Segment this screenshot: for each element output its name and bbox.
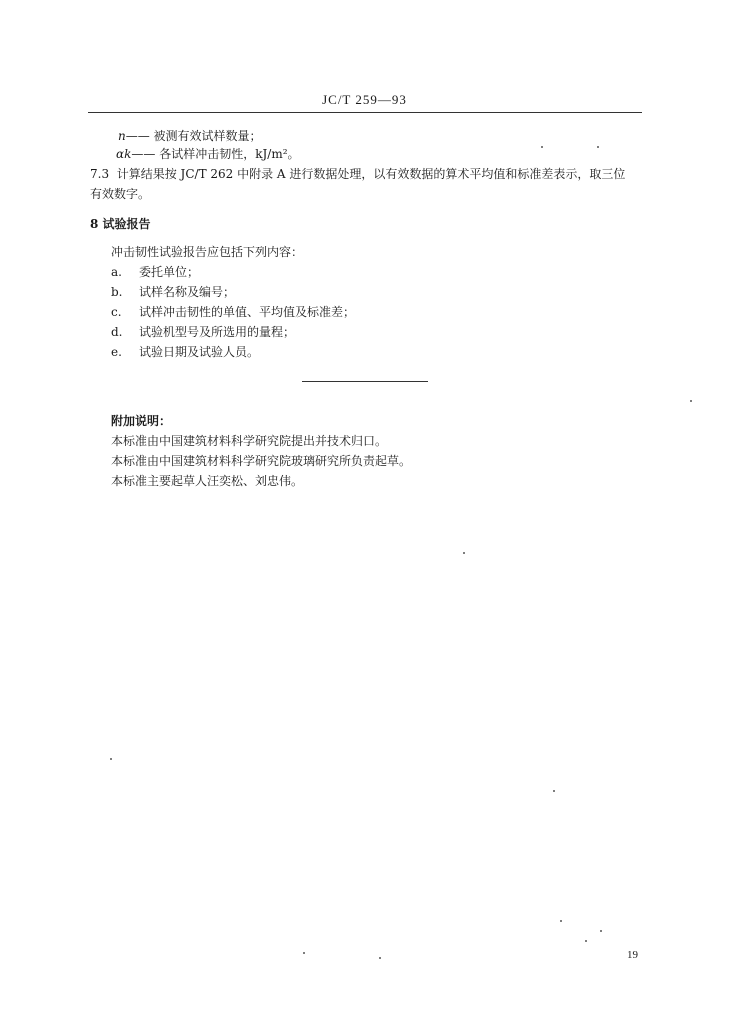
list-item-text: 试验日期及试验人员。 <box>139 345 260 359</box>
standard-code-header: JC/T 259—93 <box>322 92 407 107</box>
scan-speck <box>541 146 543 148</box>
definition-symbol: n <box>118 129 126 143</box>
section-number: 7.3 <box>90 167 110 181</box>
definition-ak <box>116 146 300 162</box>
scan-speck <box>597 146 599 148</box>
section-text: 计算结果按 JC/T 262 中附录 A 进行数据处理，以有效数据的算术平均值和标准差表示，取三位 <box>116 167 626 181</box>
notes-line: 本标准主要起草人汪奕松、刘忠伟。 <box>111 474 304 488</box>
list-item-label: a. <box>111 265 122 279</box>
notes-line: 本标准由中国建筑材料科学研究院玻璃研究所负责起草。 <box>111 454 412 468</box>
scan-speck <box>110 758 112 760</box>
list-item-label: e. <box>111 345 122 359</box>
scan-speck <box>463 552 465 554</box>
end-of-text-rule <box>302 381 428 382</box>
list-item-text: 试样冲击韧性的单值、平均值及标准差； <box>139 305 356 319</box>
list-item <box>111 284 235 300</box>
scan-speck <box>560 920 562 922</box>
scan-speck <box>303 952 305 954</box>
header-rule <box>88 112 642 113</box>
scan-speck <box>379 957 381 959</box>
list-item <box>111 264 199 280</box>
definition-text: —— 被测有效试样数量； <box>125 129 262 143</box>
list-item-text: 委托单位； <box>139 265 200 279</box>
section-7-3-line1 <box>90 166 625 182</box>
scan-speck <box>553 790 555 792</box>
list-item <box>111 344 259 360</box>
scan-speck <box>690 400 692 402</box>
definition-n <box>118 128 262 144</box>
list-item <box>111 304 355 320</box>
list-item-text: 试验机型号及所选用的量程； <box>139 325 296 339</box>
scan-speck <box>585 940 587 942</box>
list-item-label: c. <box>111 305 122 319</box>
definition-symbol: αk <box>116 147 132 161</box>
notes-title: 附加说明： <box>111 414 172 428</box>
section-8-title: 8 试验报告 <box>90 217 151 231</box>
definition-text: —— 各试样冲击韧性，kJ/m²。 <box>131 147 300 161</box>
section-7-3-line2: 有效数字。 <box>90 187 151 201</box>
list-item-text: 试样名称及编号； <box>139 285 236 299</box>
page-number: 19 <box>627 949 638 961</box>
list-item <box>111 324 295 340</box>
notes-line: 本标准由中国建筑材料科学研究院提出并技术归口。 <box>111 434 388 448</box>
list-item-label: b. <box>111 285 123 299</box>
scan-speck <box>600 930 602 932</box>
section-8-intro: 冲击韧性试验报告应包括下列内容： <box>111 245 304 259</box>
list-item-label: d. <box>111 325 123 339</box>
